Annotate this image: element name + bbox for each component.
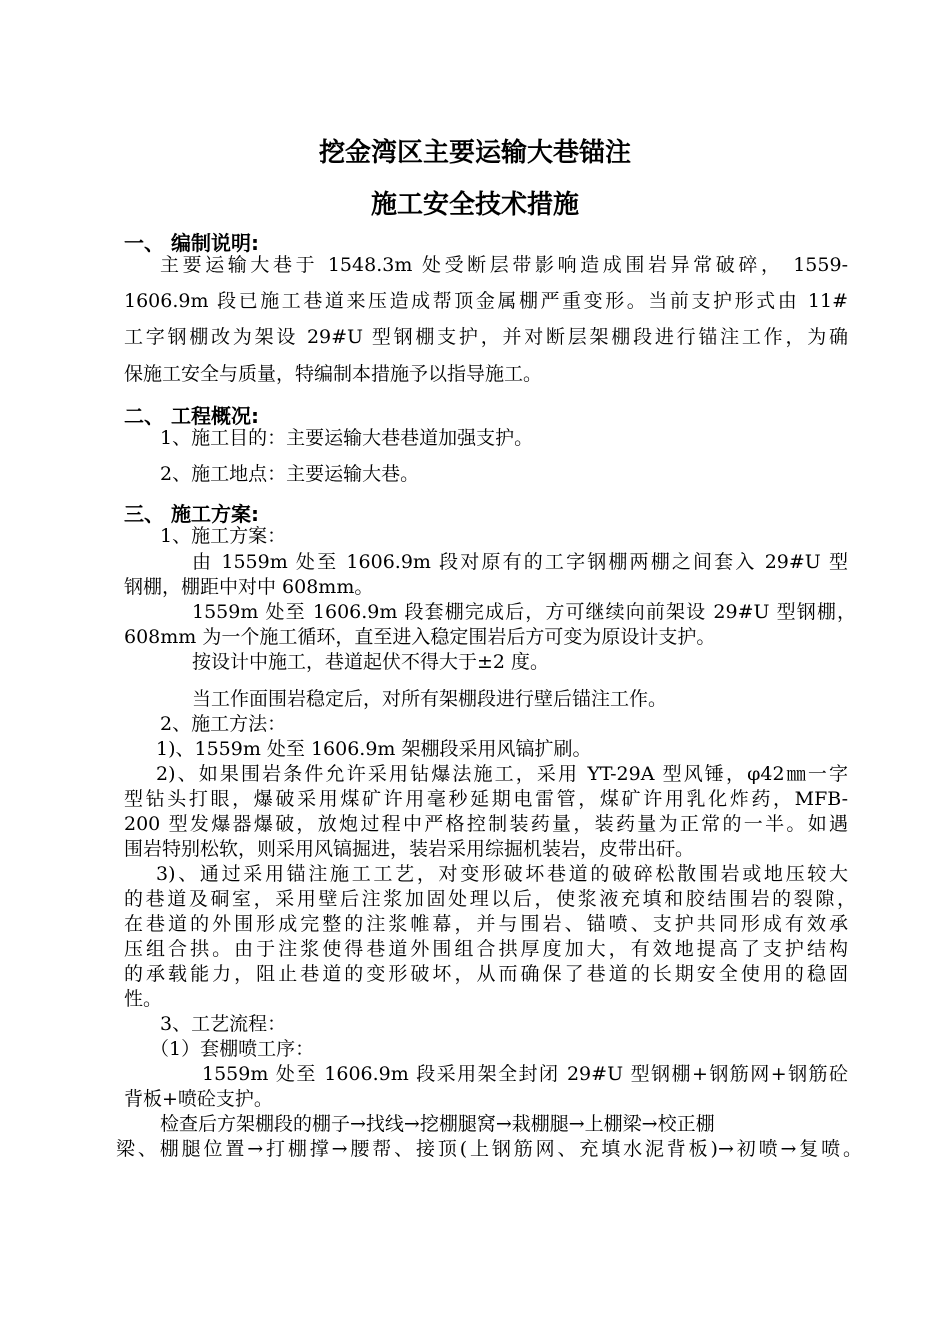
section-3-line-24: 检查后方架棚段的棚子→找线→挖棚腿窝→栽棚腿→上棚梁→校正棚: [160, 1113, 715, 1135]
section-3-line-12: 200 型发爆器爆破，放炮过程中严格控制装药量，装药量为正常的一半。如遇: [124, 813, 848, 835]
section-3-line-2: 由 1559m 处至 1606.9m 段对原有的工字钢棚两棚之间套入 29#U 型: [192, 551, 848, 573]
section-3-line-21: （1）套棚喷工序：: [150, 1038, 315, 1060]
document-title-line-2: 施工安全技术措施: [370, 190, 579, 220]
section-3-heading: 三、 施工方案:: [124, 502, 259, 526]
section-3-line-22: 1559m 处至 1606.9m 段采用架全封闭 29#U 型钢棚+钢筋网+钢筋砼: [202, 1063, 848, 1085]
section-3-line-16: 在巷道的外围形成完整的注浆帷幕，并与围岩、锚喷、支护共同形成有效承: [124, 913, 848, 935]
section-2-heading: 二、 工程概况:: [124, 404, 259, 428]
section-1-line-1: 主要运输大巷于 1548.3m 处受断层带影响造成围岩异常破碎， 1559-: [160, 254, 848, 276]
section-3-line-6: 按设计中施工，巷道起伏不得大于±2 度。: [192, 651, 550, 673]
section-3-line-23: 背板+喷砼支护。: [124, 1088, 273, 1110]
section-3-line-17: 压组合拱。由于注浆使得巷道外围组合拱厚度加大，有效地提高了支护结构: [124, 938, 848, 960]
section-3-line-7: 当工作面围岩稳定后，对所有架棚段进行壁后锚注工作。: [192, 688, 668, 710]
section-1-line-4: 保施工安全与质量，特编制本措施予以指导施工。: [124, 363, 543, 385]
section-3-line-3: 钢棚，棚距中对中 608mm。: [124, 576, 374, 598]
section-3-line-10: 2)、如果围岩条件允许采用钻爆法施工，采用 YT-29A 型风锤，φ42㎜一字: [156, 763, 848, 785]
document-title-line-1: 挖金湾区主要运输大巷锚注: [318, 138, 631, 168]
section-1-line-3: 工字钢棚改为架设 29#U 型钢棚支护，并对断层架棚段进行锚注工作，为确: [124, 326, 848, 348]
section-3-line-4: 1559m 处至 1606.9m 段套棚完成后，方可继续向前架设 29#U 型钢棚，: [192, 601, 856, 623]
section-3-line-9: 1)、1559m 处至 1606.9m 架棚段采用风镐扩刷。: [156, 738, 592, 760]
section-3-line-1: 1、施工方案：: [160, 525, 287, 547]
section-3-line-20: 3、工艺流程：: [160, 1013, 287, 1035]
section-1-heading: 一、 编制说明:: [124, 231, 259, 255]
section-3-line-11: 型钻头打眼，爆破采用煤矿许用毫秒延期电雷管，煤矿许用乳化炸药，MFB-: [124, 788, 848, 810]
section-1-line-2: 1606.9m 段已施工巷道来压造成帮顶金属棚严重变形。当前支护形式由 11#: [124, 290, 848, 312]
section-3-line-8: 2、施工方法：: [160, 713, 287, 735]
section-3-line-13: 围岩特别松软，则采用风镐掘进，装岩采用综掘机装岩，皮带出矸。: [124, 838, 695, 860]
section-3-line-18: 的承载能力，阻止巷道的变形破坏，从而确保了巷道的长期安全使用的稳固: [124, 963, 848, 985]
section-3-line-5: 608mm 为一个施工循环，直至进入稳定围岩后方可变为原设计支护。: [124, 626, 716, 648]
section-3-line-19: 性。: [124, 988, 163, 1010]
section-2-line-2: 2、施工地点：主要运输大巷。: [160, 463, 420, 485]
section-3-line-14: 3)、通过采用锚注施工工艺，对变形破坏巷道的破碎松散围岩或地压较大: [156, 863, 848, 885]
section-3-line-25: 梁、棚腿位置→打棚撑→腰帮、接顶(上钢筋网、充填水泥背板)→初喷→复喷。: [116, 1138, 862, 1160]
section-2-line-1: 1、施工目的：主要运输大巷巷道加强支护。: [160, 427, 534, 449]
section-3-line-15: 的巷道及硐室，采用壁后注浆加固处理以后，使浆液充填和胶结围岩的裂隙，: [124, 888, 856, 910]
